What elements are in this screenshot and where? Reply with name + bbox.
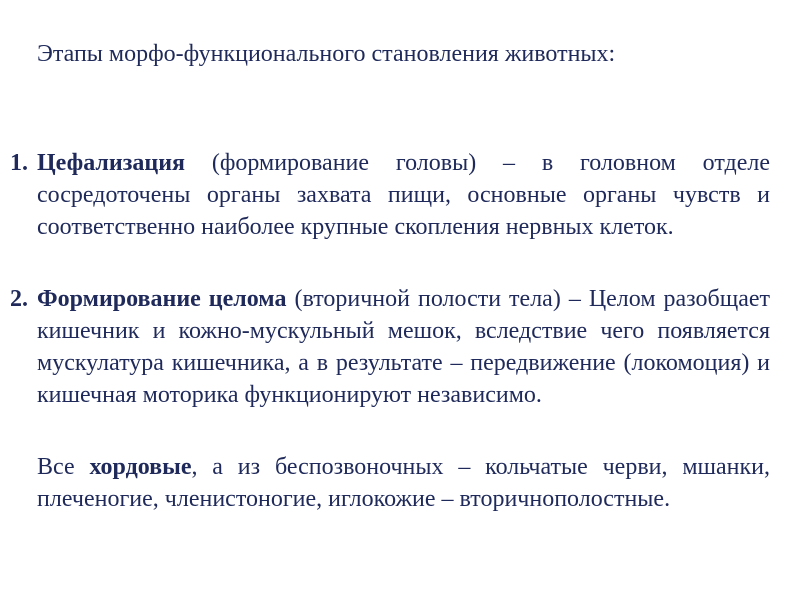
list-item-cephalization	[10, 147, 770, 243]
closing-after: , а из беспозвоночных – кольчатые черви, мшанки, плеченогие, членистоногие, иглокожие – вторичнополостные.	[37, 454, 770, 512]
closing-paragraph	[37, 451, 770, 515]
slide-intro: Этапы морфо-функционального становления животных:	[37, 41, 616, 67]
list-item-coelom	[10, 283, 770, 411]
list-item-number: 2.	[10, 286, 28, 312]
list-item-term: Формирование целома	[37, 286, 287, 312]
closing-term: хордовые	[89, 454, 192, 480]
list-item-number: 1.	[10, 150, 28, 176]
closing-before: Все	[37, 454, 90, 480]
list-item-term: Цефализация	[37, 150, 186, 176]
list-item-text: (формирование головы) – в головном отделе сосредоточены органы захвата пищи, основные органы чувств и соответственно наиболее крупные скопления нервных клеток.	[37, 150, 770, 240]
list-item-text: (вторичной полости тела) – Целом разобщает кишечник и кожно-мускульный мешок, вследствие чего появляется мускулатура кишечника, а в результате – передвижение (локомоция) и кишечная моторика функционируют независимо.	[37, 286, 770, 408]
